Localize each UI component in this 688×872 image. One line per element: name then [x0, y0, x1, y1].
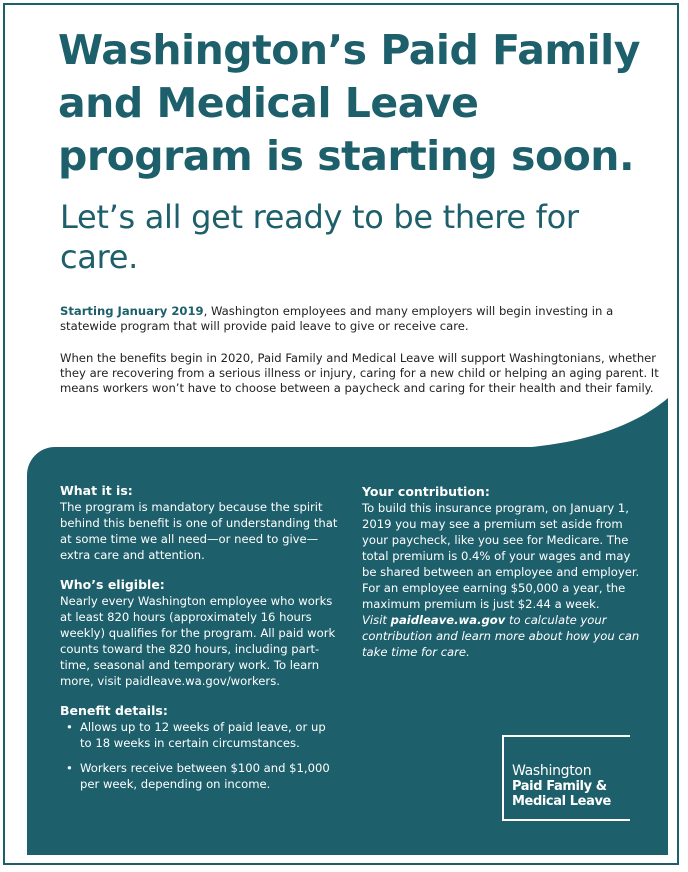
logo-line-2: Paid Family &	[512, 779, 607, 794]
intro-paragraph-2: When the benefits begin in 2020, Paid Family and Medical Leave will support Washingtonians, whether they are recovering from a serious illness or injury, caring for a new child or helping an aging parent. It means workers won’t have to choose between a paycheck and caring for their health and their family.	[60, 351, 659, 395]
contribution-body: To build this insurance program, on January 1, 2019 you may see a premium set aside from your paycheck, like you see for Medicare. The total premium is 0.4% of your wages and may be shared between an employee and employer. For an employee earning $50,000 a year, the maximum premium is just $2.44 a week.	[362, 501, 640, 611]
benefit-bullet-1: Allows up to 12 weeks of paid leave, or up to 18 weeks in certain circumstances.	[80, 720, 326, 750]
eligible-heading: Who’s eligible:	[60, 577, 165, 592]
page-subtitle: Let’s all get ready to be there for care.	[60, 198, 579, 276]
eligible-body: Nearly every Washington employee who works at least 820 hours (approximately 16 hours weekly) qualifies for the program. All paid work counts toward the 820 hours, including part-time, seasonal and temporary work. To learn more, visit paidleave.wa.gov/workers.	[60, 594, 336, 688]
intro-paragraph-1	[60, 304, 660, 334]
list-item	[60, 760, 340, 792]
benefit-details-list	[60, 719, 340, 792]
what-it-is-body: The program is mandatory because the spirit behind this benefit is one of understanding that at some time we all need—or need to give—extra care and attention.	[60, 500, 338, 562]
what-it-is-section	[60, 483, 340, 563]
logo-line-1: Washington	[512, 763, 592, 779]
right-column	[362, 484, 640, 660]
what-it-is-heading: What it is:	[60, 483, 133, 498]
list-item	[60, 719, 340, 751]
program-logo	[512, 763, 611, 809]
visit-prefix: Visit	[362, 613, 391, 627]
bullet-icon: •	[66, 761, 73, 775]
visit-rest: to calculate your contribution and learn more about how you can take time for care.	[362, 613, 640, 659]
intro-lead: Starting January 2019	[60, 304, 204, 318]
benefit-details-section	[60, 703, 340, 792]
intro-paragraph-1-text: , Washington employees and many employers will begin investing in a statewide program that will provide paid leave to give or receive care.	[60, 304, 614, 333]
benefit-details-heading: Benefit details:	[60, 703, 168, 718]
visit-link[interactable]: paidleave.wa.gov	[390, 613, 506, 627]
eligible-section	[60, 577, 340, 689]
visit-note	[362, 612, 640, 660]
logo-line-3: Medical Leave	[512, 794, 611, 809]
contribution-section	[362, 484, 640, 612]
left-column	[60, 483, 340, 806]
benefit-bullet-2: Workers receive between $100 and $1,000 per week, depending on income.	[80, 761, 330, 791]
contribution-heading: Your contribution:	[362, 484, 490, 499]
page-title: Washington’s Paid Family and Medical Leave program is starting soon.	[58, 26, 640, 180]
bullet-icon: •	[66, 720, 73, 734]
